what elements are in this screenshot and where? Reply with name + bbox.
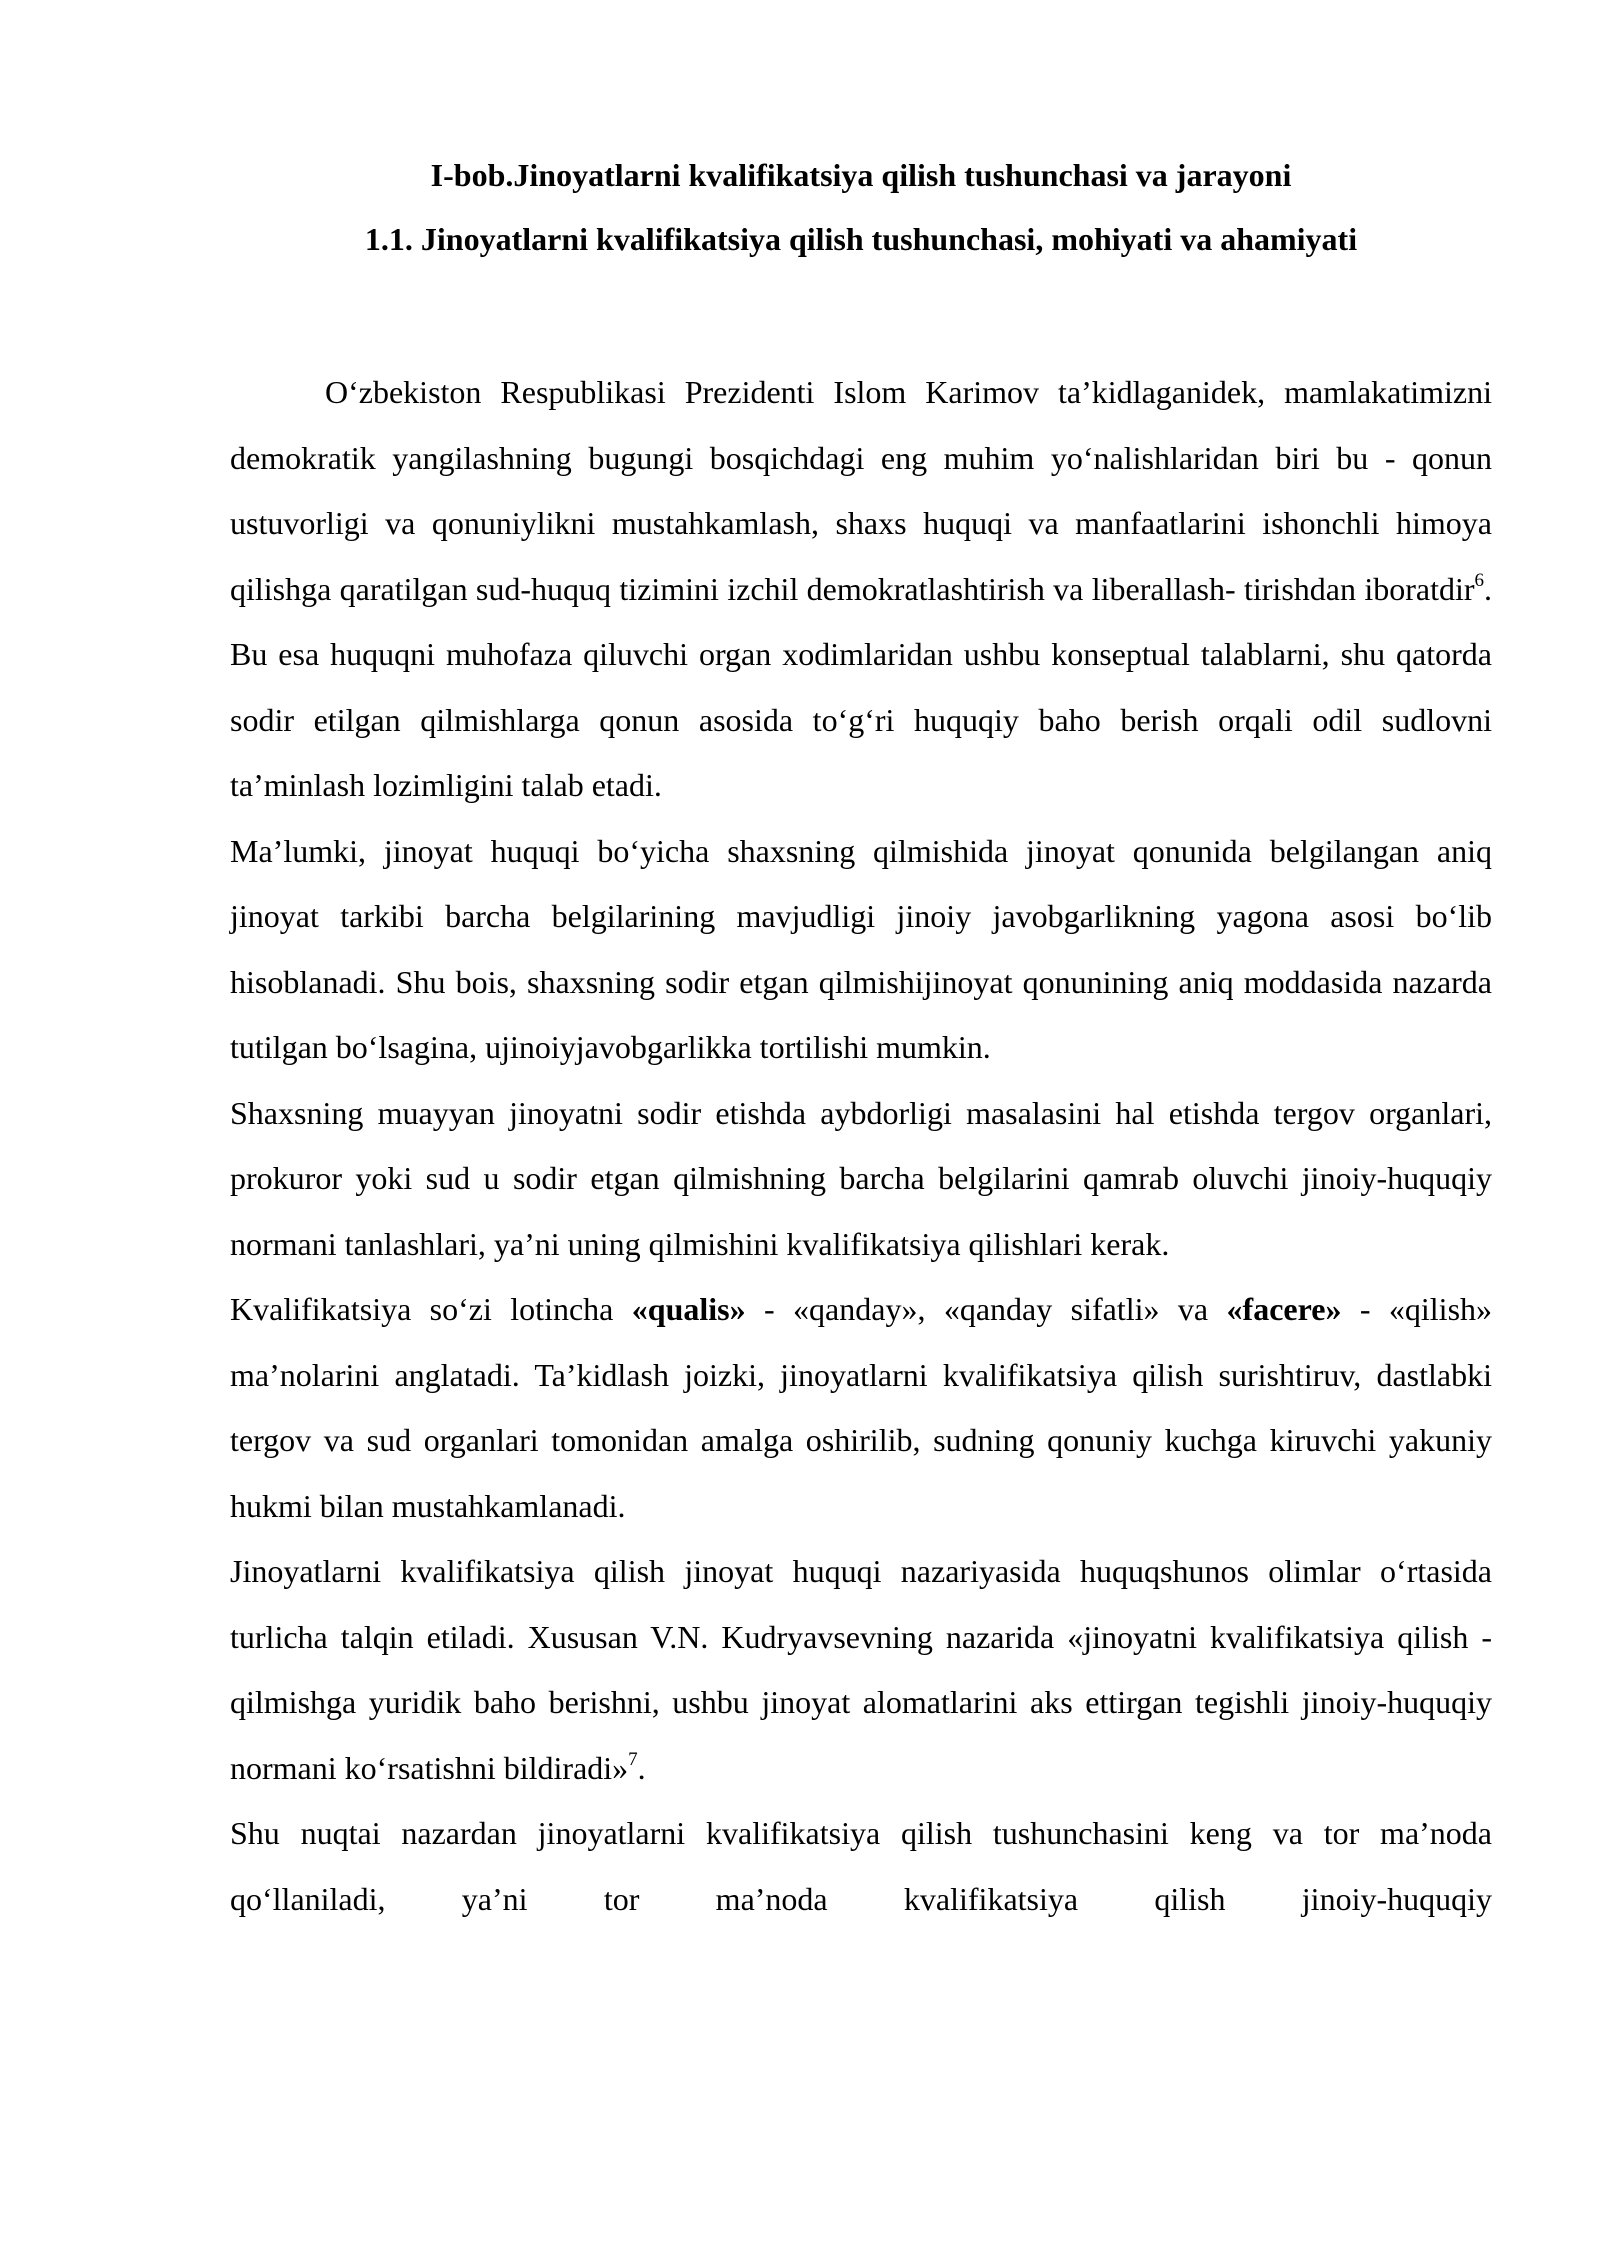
footnote-ref-6[interactable]: 6 xyxy=(1474,569,1484,591)
chapter-heading: I-bob.Jinoyatlarni kvalifikatsiya qilish tushunchasi va jarayoni xyxy=(430,157,1292,193)
paragraph-4 xyxy=(230,1277,1492,1539)
paragraph-4-text-a: Kvalifikatsiya so‘zi lotincha xyxy=(230,1291,632,1327)
term-facere: «facere» xyxy=(1226,1291,1342,1327)
paragraph-3: Shaxsning muayyan jinoyatni sodir etishda aybdorligi masalasini hal etishda tergov organlari, prokuror yoki sud u sodir etgan qilmishning barcha belgilarini qamrab oluvchi jinoiy-huquqiy normani tanlashlari, ya’ni uning qilmishini kvalifikatsiya qilishlari kerak. xyxy=(230,1094,1492,1262)
footnote-ref-7[interactable]: 7 xyxy=(628,1748,638,1770)
document-page xyxy=(230,150,1492,1932)
term-qualis: «qualis» xyxy=(631,1291,746,1327)
body-text xyxy=(230,360,1492,1932)
paragraph-1 xyxy=(230,360,1492,819)
paragraph-4-text-d: - «qilish» ma’nolarini anglatadi. Ta’kidlash joizki, jinoyatlarni kvalifikatsiya qilish surishtiruv, dastlabki tergov va sud organlari tomonidan amalga oshirilib, sudning qonuniy kuchga kiruvchi yakuniy hukmi bilan mustahkamlanadi. xyxy=(230,1291,1493,1524)
paragraph-5-text-b: . xyxy=(637,1749,646,1786)
paragraph-4-text-c: - «qanday», «qanday sifatli» va xyxy=(745,1291,1227,1327)
paragraph-6: Shu nuqtai nazardan jinoyatlarni kvalifikatsiya qilish tushunchasini keng va tor ma’noda qo‘llaniladi, ya’ni tor ma’noda kvalifikatsiya qilish jinoiy-huquqiy xyxy=(230,1815,1492,1917)
paragraph-1-text-a: O‘zbekiston Respublikasi Prezidenti Islom Karimov ta’kidlaganidek, mamlakatimizni demokratik yangilashning bugungi bosqichdagi eng muhim yo‘nalishlaridan biri bu - qonun ustuvorligi va qonuniylikni mustahkamlash, shaxs huquqi va manfaatlarini ishonchli himoya qilishga qaratilgan sud-huquq tizimini izchil demokratlashtirish va liberallash- tirishdan iboratdir xyxy=(230,374,1492,607)
paragraph-5-text-a: Jinoyatlarni kvalifikatsiya qilish jinoyat huquqi nazariyasida huquqshunos olimlar o‘rtasida turlicha talqin etiladi. Xususan V.N. Kudryavsevning nazarida «jinoyatni kvalifikatsiya qilish - qilmishga yuridik baho berishni, ushbu jinoyat alomatlarini aks ettirgan tegishli jinoiy-huquqiy normani ko‘rsatishni bildiradi» xyxy=(230,1553,1492,1786)
paragraph-5 xyxy=(230,1539,1492,1801)
section-heading: 1.1. Jinoyatlarni kvalifikatsiya qilish tushunchasi, mohiyati va ahamiyati xyxy=(364,221,1358,257)
paragraph-1-text-b: . Bu esa huquqni muhofaza qiluvchi organ xodimlaridan ushbu konseptual talablarni, shu qatorda sodir etilgan qilmishlarga qonun asosida to‘g‘ri huquqiy baho berish orqali odil sudlovni ta’minlash lozimligini talab etadi. xyxy=(230,570,1492,803)
paragraph-2: Ma’lumki, jinoyat huquqi bo‘yicha shaxsning qilmishida jinoyat qonunida belgilangan aniq jinoyat tarkibi barcha belgilarining mavjudligi jinoiy javobgarlikning yagona asosi bo‘lib hisoblanadi. Shu bois, shaxsning sodir etgan qilmishijinoyat qonunining aniq moddasida nazarda tutilgan bo‘lsagina, ujinoiyjavobgarlikka tortilishi mumkin. xyxy=(230,832,1492,1065)
